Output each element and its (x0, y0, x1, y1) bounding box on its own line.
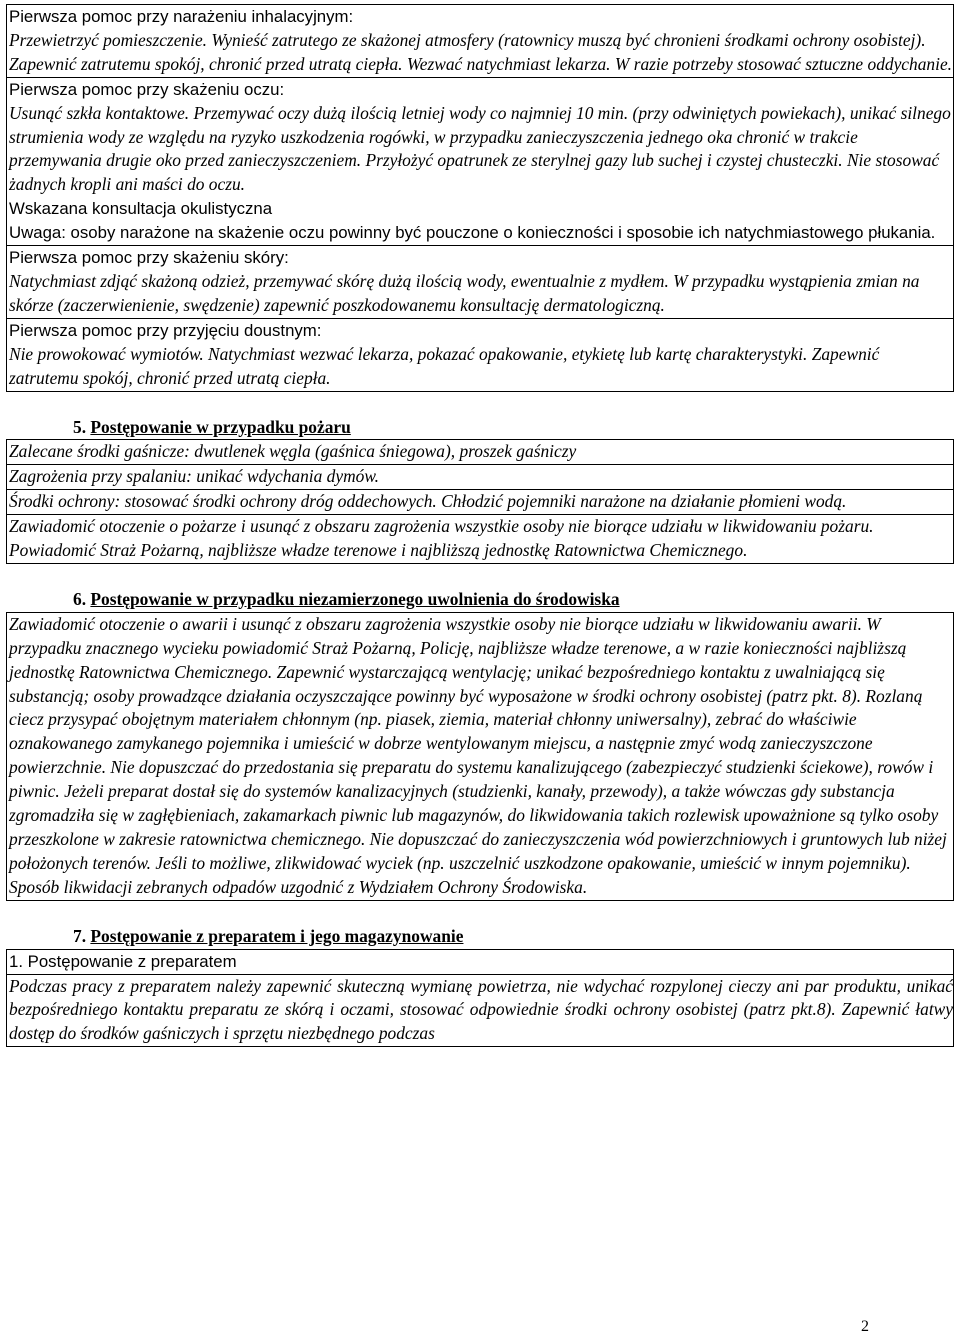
section-7-box (6, 949, 954, 1048)
section-7-number: 7. (73, 925, 87, 946)
section-7-title: Postępowanie z preparatem i jego magazynowanie (90, 925, 464, 946)
eyes-consult: Wskazana konsultacja okulistyczna (9, 199, 273, 219)
section-7-heading (6, 925, 954, 949)
eyes-heading: Pierwsza pomoc przy skażeniu oczu: (7, 77, 953, 102)
ingestion-heading: Pierwsza pomoc przy przyjęciu doustnym: (7, 318, 953, 343)
section-6-heading (6, 588, 954, 612)
fire-item: Zawiadomić otoczenie o pożarze i usunąć z obszaru zagrożenia wszystkie osoby nie biorące udziału w likwidowaniu pożaru. Powiadomić Straż Pożarną, najbliższe władze terenowe i najbliższą jednostkę Ratownictwa Chemicznego. (7, 514, 953, 563)
fire-item: Środki ochrony: stosować środki ochrony dróg oddechowych. Chłodzić pojemniki narażone na działanie płomieni wodą. (7, 489, 953, 514)
section-6-box (6, 612, 954, 901)
page-number: 2 (861, 1318, 869, 1335)
section-7-text: Podczas pracy z preparatem należy zapewnić skuteczną wymianę powietrza, nie wdychać rozpylonej cieczy ani par produktu, unikać bezpośredniego kontaktu preparatu ze skórą i oczami, stosować odpowiednie środki ochrony osobistej (patrz pkt.8). Zapewnić łatwy dostęp do środków gaśniczych i sprzętu niezbędnego podczas (7, 974, 953, 1047)
inhalation-text: Przewietrzyć pomieszczenie. Wynieść zatrutego ze skażonej atmosfery (ratownicy muszą być chronieni środkami ochrony osobistej). Zapewnić zatrutemu spokój, chronić przed utratą ciepła. Wezwać natychmiast lekarza. W razie potrzeby stosować sztuczne oddychanie. (9, 29, 953, 74)
ingestion-text: Nie prowokować wymiotów. Natychmiast wezwać lekarza, pokazać opakowanie, etykietę lub kartę charakterystyki. Zapewnić zatrutemu spokój, chronić przed utratą ciepła. (9, 343, 880, 388)
eyes-text: Usunąć szkła kontaktowe. Przemywać oczy dużą ilością letniej wody co najmniej 10 min. (przy odwiniętych powiekach), unikać silnego strumienia wody ze względu na ryzyko uszkodzenia rogówki, w przypadku zanieczyszczenia jednego oka chronić w trakcie przemywania drugie oko przed zanieczyszczeniem. Przyłożyć opatrunek ze sterylnej gazy lub suchej i czystej chusteczki. Nie stosować żadnych kropli ani maści do oczu. (9, 102, 951, 195)
section-5-heading (6, 416, 954, 440)
section-6-number: 6. (73, 588, 87, 609)
inhalation-heading: Pierwsza pomoc przy narażeniu inhalacyjnym: (9, 7, 354, 26)
eyes-note: Uwaga: osoby narażone na skażenie oczu powinny być pouczone o konieczności i sposobie ich natychmiastowego płukania. (9, 223, 936, 243)
section-6-title: Postępowanie w przypadku niezamierzonego uwolnienia do środowiska (90, 588, 620, 609)
section-7-subheading: 1. Postępowanie z preparatem (9, 951, 237, 971)
section-5-box (6, 439, 954, 564)
document-page (6, 4, 954, 1047)
fire-item: Zagrożenia przy spalaniu: unikać wdychania dymów. (7, 464, 953, 489)
skin-heading: Pierwsza pomoc przy skażeniu skóry: (7, 245, 953, 270)
eyes-text-block (7, 102, 953, 245)
section-6-text: Zawiadomić otoczenie o awarii i usunąć z obszaru zagrożenia wszystkie osoby nie biorące udziału w likwidowaniu awarii. W przypadku znacznego wycieku powiadomić Straż Pożarną, Policję, najbliższe władze terenowe, a w razie konieczności najbliższą jednostkę Ratownictwa Chemicznego. Zapewnić wystarczającą wentylację; unikać bezpośredniego kontaktu z uwalniającą się substancją; osoby prowadzące działania oczyszczające powinny być wyposażone w środki ochrony osobistej (patrz pkt. 8). Rozlaną ciecz przysypać obojętnym materiałem chłonnym (np. piasek, ziemia, materiał chłonny uniwersalny), zebrać do właściwie oznakowanego zamykanego pojemnika i umieścić w dobrze wentylowanym miejscu, a następnie zmyć wodą zanieczyszczone powierzchnie. Nie dopuszczać do przedostania się preparatu do systemu kanalizującego (zabezpieczyć studzienki ściekowe), rowów i piwnic. Jeżeli preparat dostał się do systemów kanalizacyjnych (studzienki, kanały, przewody), a także wówczas gdy substancja zgromadziła się w zagłębieniach, zakamarkach piwnic lub magazynów, do likwidowania takich rozlewisk upoważnione są tylko osoby przeszkolone w zakresie ratownictwa chemicznego. Nie dopuszczać do zanieczyszczenia wód powierzchniowych i gruntowych lub niżej położonych terenów. Jeśli to możliwe, zlikwidować wyciek (np. uszczelnić uszkodzone opakowanie, umieścić w innym pojemniku). Sposób likwidacji zebranych odpadów uzgodnić z Wydziałem Ochrony Środowiska. (9, 613, 947, 897)
skin-text: Natychmiast zdjąć skażoną odzież, przemywać skórę dużą ilością wody, ewentualnie z mydłem. W przypadku wystąpienia zmian na skórze (zaczerwienienie, swędzenie) zapewnić poszkodowanemu konsultację dermatologiczną. (9, 270, 920, 315)
fire-item: Zalecane środki gaśnicze: dwutlenek węgla (gaśnica śniegowa), proszek gaśniczy (9, 441, 577, 462)
first-aid-box (6, 4, 954, 392)
section-5-title: Postępowanie w przypadku pożaru (90, 416, 351, 437)
section-5-number: 5. (73, 416, 87, 437)
